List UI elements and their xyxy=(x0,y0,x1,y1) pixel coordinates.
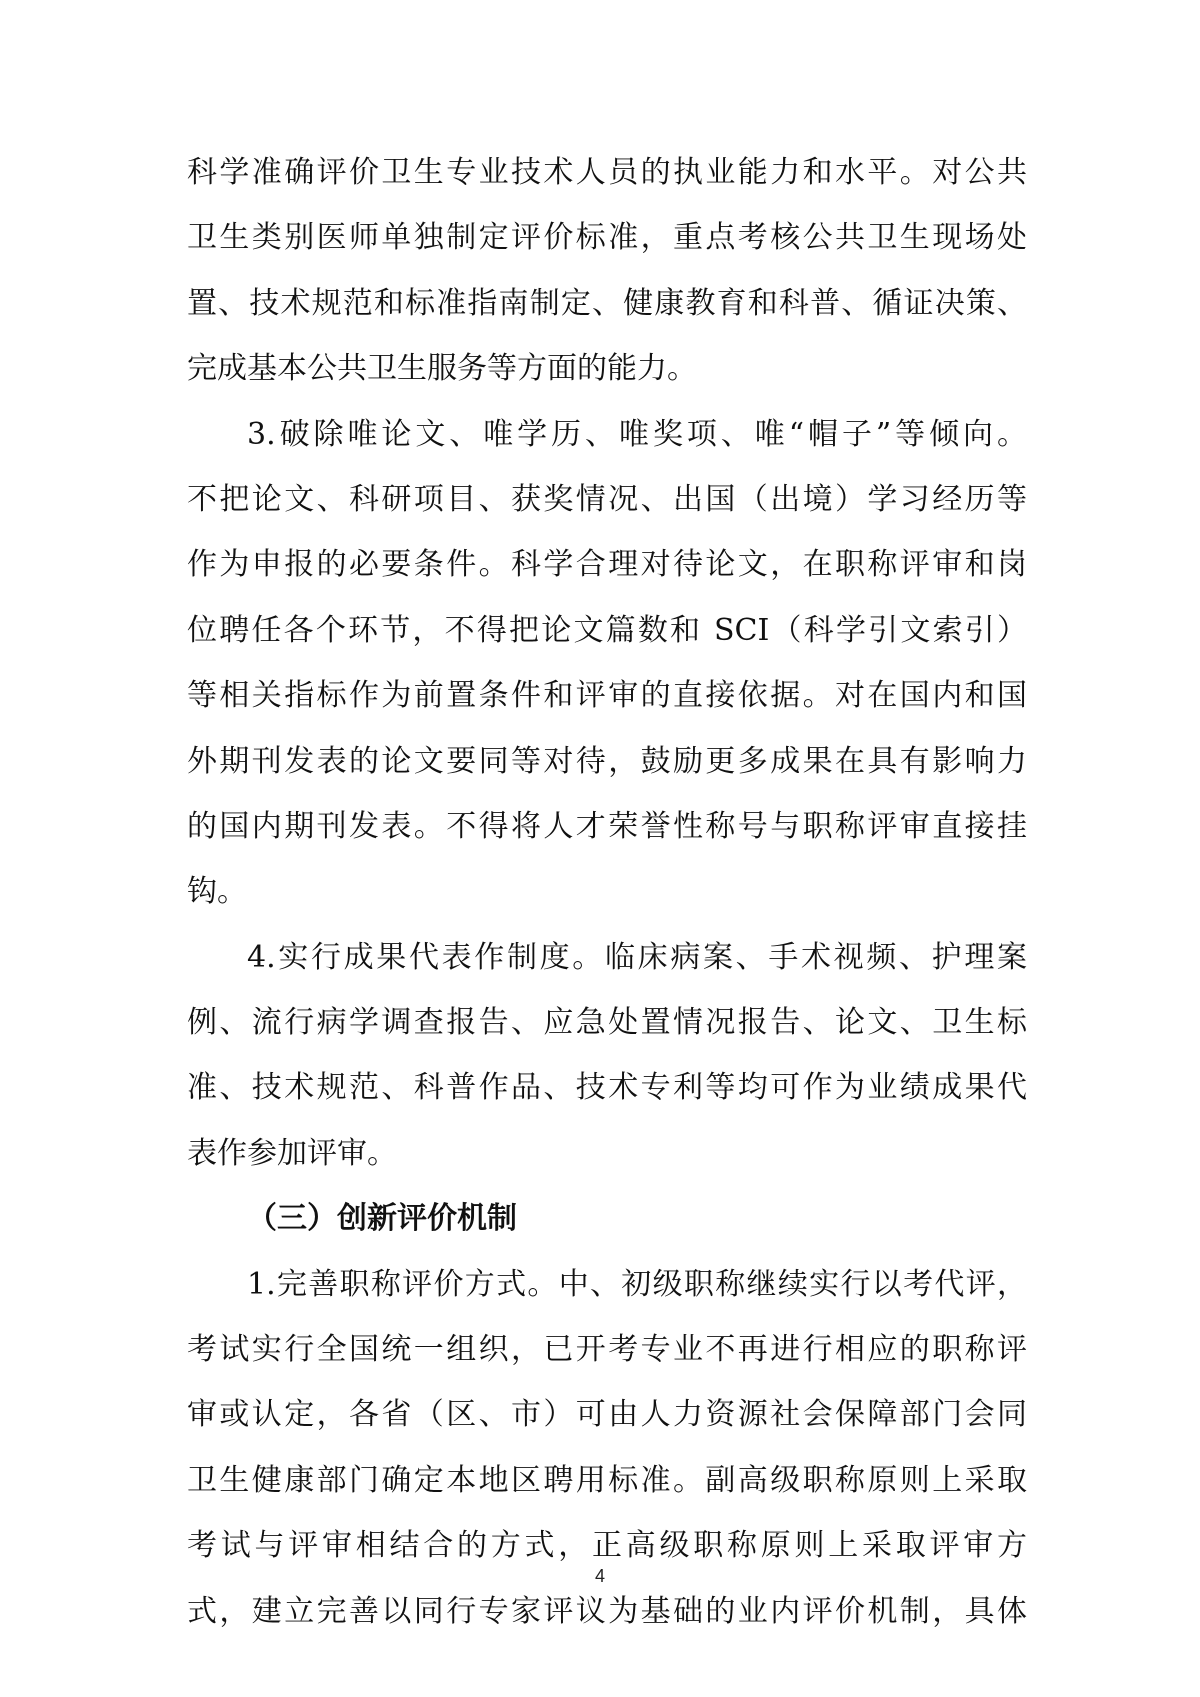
text-line: 科学准确评价卫生专业技术人员的执业能力和水平。对公共 xyxy=(187,155,1027,190)
body-text xyxy=(187,140,1027,1644)
text-line: 作为申报的必要条件。科学合理对待论文，在职称评审和岗 xyxy=(187,547,1027,583)
text-line: 表作参加评审。 xyxy=(187,1135,397,1171)
paragraph-start-line: 3.破除唯论文、唯学历、唯奖项、唯“帽子”等倾向。 xyxy=(247,416,1027,452)
text-line: 考试实行全国统一组织，已开考专业不再进行相应的职称评 xyxy=(187,1332,1027,1368)
paragraph-start-line: 1.完善职称评价方式。中、初级职称继续实行以考代评， xyxy=(247,1266,1027,1302)
paragraph-start-line: 4.实行成果代表作制度。临床病案、手术视频、护理案 xyxy=(247,939,1027,975)
text-line: 考试与评审相结合的方式，正高级职称原则上采取评审方 xyxy=(187,1528,1027,1564)
text-line: 位聘任各个环节，不得把论文篇数和 SCI（科学引文索引） xyxy=(187,612,1027,648)
text-line: 置、技术规范和标准指南制定、健康教育和科普、循证决策、 xyxy=(187,285,1027,321)
text-line: 不把论文、科研项目、获奖情况、出国（出境）学习经历等 xyxy=(187,481,1027,517)
text-line: 卫生健康部门确定本地区聘用标准。副高级职称原则上采取 xyxy=(187,1462,1027,1498)
text-line: 卫生类别医师单独制定评价标准，重点考核公共卫生现场处 xyxy=(187,220,1027,256)
section-heading: （三）创新评价机制 xyxy=(247,1201,517,1237)
text-line: 准、技术规范、科普作品、技术专利等均可作为业绩成果代 xyxy=(187,1070,1027,1106)
text-line: 式，建立完善以同行专家评议为基础的业内评价机制，具体 xyxy=(187,1593,1027,1629)
text-line: 外期刊发表的论文要同等对待，鼓励更多成果在具有影响力 xyxy=(187,743,1027,779)
page-number: 4 xyxy=(594,1566,605,1586)
text-line: 审或认定，各省（区、市）可由人力资源社会保障部门会同 xyxy=(187,1397,1027,1433)
text-line: 的国内期刊发表。不得将人才荣誉性称号与职称评审直接挂 xyxy=(187,808,1027,844)
text-line: 钩。 xyxy=(187,874,247,910)
text-line: 完成基本公共卫生服务等方面的能力。 xyxy=(187,351,697,387)
text-line: 等相关指标作为前置条件和评审的直接依据。对在国内和国 xyxy=(187,678,1027,714)
text-line: 例、流行病学调查报告、应急处置情况报告、论文、卫生标 xyxy=(187,1005,1027,1041)
